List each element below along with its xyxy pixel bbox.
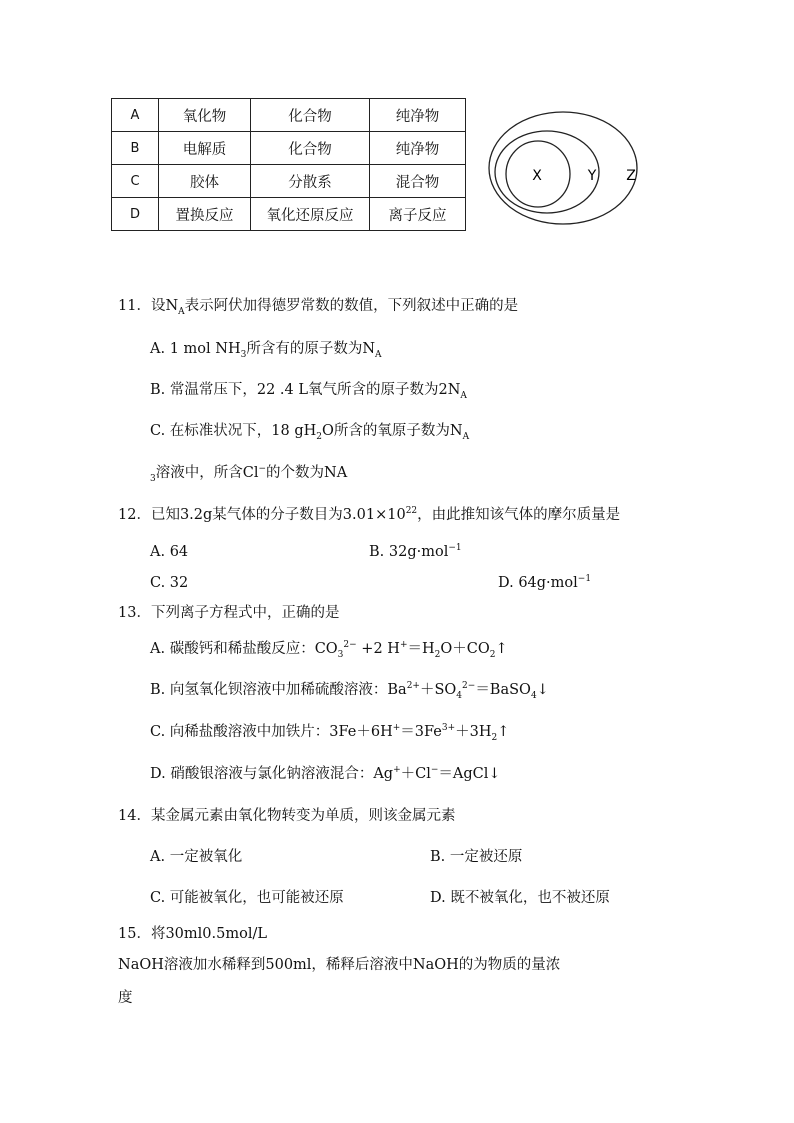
q13-stem: 13．下列离子方程式中，正确的是 bbox=[118, 605, 340, 621]
venn-middle-ellipse bbox=[495, 131, 599, 213]
options-table bbox=[111, 98, 466, 231]
table-cell-y: 氧化还原反应 bbox=[251, 198, 370, 231]
q13-option-b[interactable]: B. 向氢氧化钡溶液中加稀硫酸溶液：$Ba^{2+}+SO_4^{2-}=BaSO_4↓$ bbox=[150, 681, 549, 701]
table-row bbox=[112, 165, 466, 198]
q11-option-c[interactable]: C. 在标准状况下，18 $gH_2O$所含的氧原子数为$N_A$ bbox=[150, 423, 470, 442]
q11-option-b[interactable]: B. 常温常压下，22 .4 L氧气所含的原子数为$2N_A$ bbox=[150, 382, 467, 401]
q14-stem: 14．某金属元素由氧化物转变为单质，则该金属元素 bbox=[118, 808, 456, 824]
table-cell-z: 混合物 bbox=[370, 165, 466, 198]
q12-option-a[interactable]: A. 64 bbox=[150, 544, 189, 560]
table-cell-letter: B bbox=[112, 132, 159, 165]
table-cell-x: 氧化物 bbox=[159, 99, 251, 132]
q14-option-d[interactable]: D. 既不被氧化，也不被还原 bbox=[430, 890, 610, 906]
q12-option-d[interactable]: D. 64g·mol$^{-1}$ bbox=[498, 574, 592, 591]
q15-line-1: 15．将30ml0.5mol/L bbox=[118, 926, 267, 942]
venn-label-x: X bbox=[532, 168, 542, 184]
q15-line-2: NaOH溶液加水稀释到500ml，稀释后溶液中NaOH的为物质的量浓 bbox=[118, 957, 561, 973]
table-cell-z: 纯净物 bbox=[370, 99, 466, 132]
table-cell-y: 化合物 bbox=[251, 132, 370, 165]
table-cell-letter: C bbox=[112, 165, 159, 198]
venn-label-y: Y bbox=[587, 168, 597, 184]
table-cell-y: 化合物 bbox=[251, 99, 370, 132]
q14-option-b[interactable]: B. 一定被还原 bbox=[430, 849, 523, 865]
table-cell-x: 胶体 bbox=[159, 165, 251, 198]
q12-option-b[interactable]: B. 32g·mol$^{-1}$ bbox=[369, 543, 462, 560]
q13-option-c[interactable]: C. 向稀盐酸溶液中加铁片：$3Fe+6H^+=3Fe^{3+}+3H_2↑$ bbox=[150, 723, 510, 743]
q14-option-c[interactable]: C. 可能被氧化，也可能被还原 bbox=[150, 890, 344, 906]
table-cell-x: 电解质 bbox=[159, 132, 251, 165]
venn-diagram bbox=[486, 110, 646, 230]
q12-option-c[interactable]: C. 32 bbox=[150, 575, 189, 591]
q13-option-a[interactable]: A. 碳酸钙和稀盐酸反应：$CO_3^{2-} +2$ $H^+=H_2O+CO_2↑$ bbox=[150, 640, 508, 660]
q13-option-d[interactable]: D. 硝酸银溶液与氯化钠溶液混合：Ag+＋Cl−＝AgCl↓ bbox=[150, 765, 501, 782]
q14-option-a[interactable]: A. 一定被氧化 bbox=[150, 849, 243, 865]
q12-stem: 12．已知3.2g某气体的分子数目为$3.01\times 10^{22}$，由此推知该气体的摩尔质量是 bbox=[118, 506, 621, 523]
venn-outer-ellipse bbox=[489, 112, 637, 224]
table-row bbox=[112, 198, 466, 231]
table-cell-z: 离子反应 bbox=[370, 198, 466, 231]
q11-stem: 11．设$N_A$表示阿伏加得德罗常数的数值，下列叙述中正确的是 bbox=[118, 298, 519, 317]
table-row bbox=[112, 99, 466, 132]
q11-option-a[interactable]: A. 1 mol $NH_3$所含有的原子数为$N_A$ bbox=[150, 341, 382, 360]
table-cell-letter: D bbox=[112, 198, 159, 231]
table-cell-z: 纯净物 bbox=[370, 132, 466, 165]
q11-option-d-fragment[interactable]: $_3$溶液中，所含Cl−的个数为NA bbox=[150, 464, 348, 484]
table-cell-letter: A bbox=[112, 99, 159, 132]
table-cell-y: 分散系 bbox=[251, 165, 370, 198]
table-cell-x: 置换反应 bbox=[159, 198, 251, 231]
venn-label-z: Z bbox=[626, 168, 636, 184]
q15-line-3: 度 bbox=[118, 990, 133, 1006]
table-row bbox=[112, 132, 466, 165]
